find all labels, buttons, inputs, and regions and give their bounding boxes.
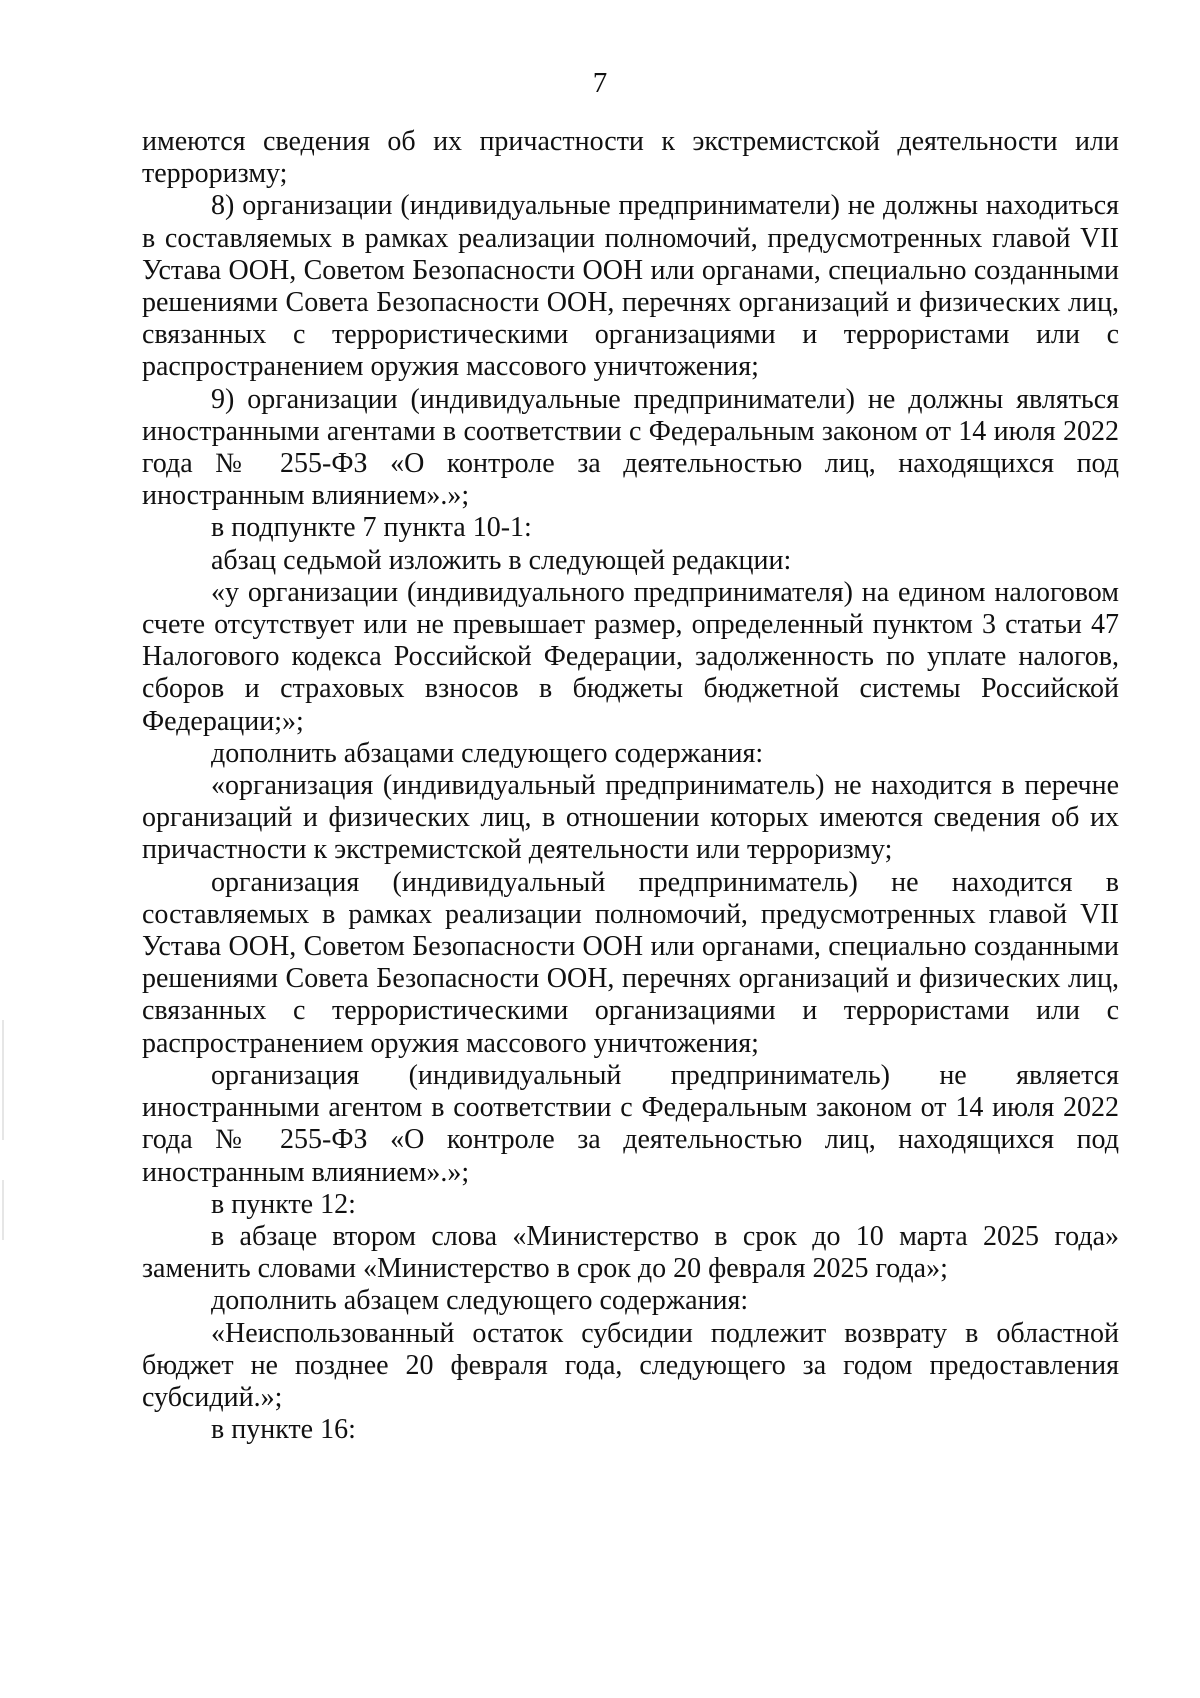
- paragraph-continuation: имеются сведения об их причастности к экстремистской деятельности или терроризму;: [142, 126, 1119, 190]
- paragraph-point-12: в пункте 12:: [211, 1188, 356, 1220]
- scan-edge-mark: [2, 1020, 4, 1140]
- document-body: [142, 126, 1119, 1446]
- paragraph-add-abzacs: дополнить абзацами следующего содержания:: [211, 737, 764, 769]
- paragraph-unused-subsidy: «Неиспользованный остаток субсидии подлежит возврату в областной бюджет не позднее 20 февраля года, следующего за годом предоставления субсидий.»;: [142, 1317, 1119, 1413]
- paragraph-subpoint-7: в подпункте 7 пункта 10-1:: [211, 512, 532, 544]
- paragraph-un-lists: организация (индивидуальный предприниматель) не находится в составляемых в рамках реализации полномочий, предусмотренных главой VII Устава ООН, Советом Безопасности ООН или органами, специально созданными решениями Совета Безопасности ООН, перечнях организаций и физических лиц, связанных с террористическими организациями и террористами или с распространением оружия массового уничтожения;: [142, 866, 1119, 1059]
- paragraph-foreign-agent: организация (индивидуальный предприниматель) не является иностранными агентом в соответствии с Федеральным законом от 14 июля 2022 года № 255-ФЗ «О контроле за деятельностью лиц, находящихся под иностранным влиянием».»;: [142, 1059, 1119, 1188]
- paragraph-tax-debt: «у организации (индивидуального предпринимателя) на едином налоговом счете отсутствует или не превышает размер, определенный пунктом 3 статьи 47 Налогового кодекса Российской Федерации, задолженность по уплате налогов, сборов и страховых взносов в бюджеты бюджетной системы Российской Федерации;»;: [142, 576, 1119, 737]
- scan-edge-mark: [2, 1180, 4, 1240]
- paragraph-seventh-abzac: абзац седьмой изложить в следующей редакции:: [211, 544, 792, 576]
- paragraph-extremism: «организация (индивидуальный предприниматель) не находится в перечне организаций и физических лиц, в отношении которых имеются сведения об их причастности к экстремистской деятельности или терроризму;: [142, 770, 1119, 866]
- paragraph-point-16: в пункте 16:: [211, 1414, 356, 1446]
- page-number: 7: [592, 67, 608, 99]
- paragraph-second-abzac: в абзаце втором слова «Министерство в срок до 10 марта 2025 года» заменить словами «Министерство в срок до 20 февраля 2025 года»;: [142, 1220, 1119, 1285]
- paragraph-item-9: 9) организации (индивидуальные предприниматели) не должны являться иностранными агентами в соответствии с Федеральным законом от 14 июля 2022 года № 255-ФЗ «О контроле за деятельностью лиц, находящихся под иностранным влиянием».»;: [142, 383, 1119, 512]
- paragraph-add-abzac: дополнить абзацем следующего содержания:: [211, 1285, 749, 1317]
- paragraph-item-8: 8) организации (индивидуальные предприниматели) не должны находиться в составляемых в рамках реализации полномочий, предусмотренных главой VII Устава ООН, Советом Безопасности ООН или органами, специально созданными решениями Совета Безопасности ООН, перечнях организаций и физических лиц, связанных с террористическими организациями и террористами или с распространением оружия массового уничтожения;: [142, 190, 1119, 383]
